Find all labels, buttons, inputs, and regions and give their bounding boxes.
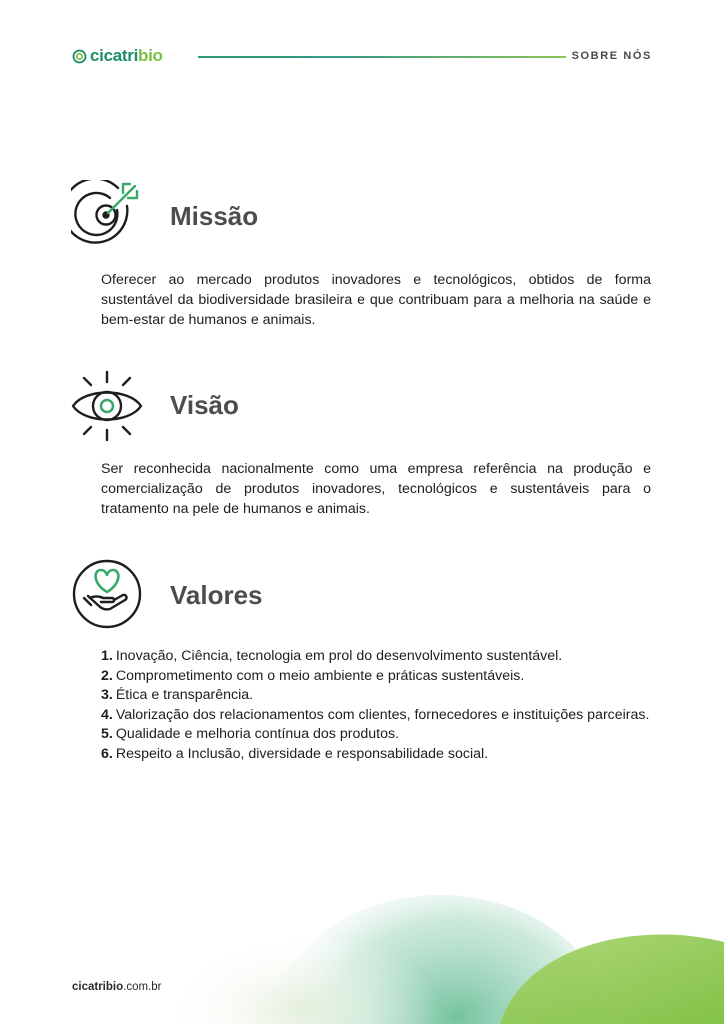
list-item: 4. Valorização dos relacionamentos com clientes, fornecedores e instituições parceiras. <box>101 706 650 723</box>
page-header <box>0 0 724 80</box>
mission-title: Missão <box>170 201 259 231</box>
decorative-gradient-shapes <box>0 860 724 1024</box>
logo-text-secondary: bio <box>138 46 163 65</box>
cicatribio-logo[interactable] <box>72 46 163 66</box>
values-title: Valores <box>170 580 263 610</box>
eye-icon <box>71 370 143 442</box>
values-list <box>101 647 650 765</box>
logo-text-primary: cicatri <box>90 46 138 65</box>
list-item: 6. Respeito a Inclusão, diversidade e responsabilidade social. <box>101 745 489 762</box>
list-item: 1. Inovação, Ciência, tecnologia em prol do desenvolvimento sustentável. <box>101 648 563 664</box>
logo-circle-icon <box>72 49 87 64</box>
vision-text: Ser reconhecida nacionalmente como uma empresa referência na produção e comercialização de produtos inovadores, tecnológicos e sustentáveis para o tratamento na pele de humanos e animais. <box>101 461 651 517</box>
list-item: 2. Comprometimento com o meio ambiente e práticas sustentáveis. <box>101 667 525 684</box>
section-label: SOBRE NÓS <box>571 50 652 62</box>
vision-title: Visão <box>170 390 239 420</box>
hand-heart-icon <box>71 558 143 630</box>
mission-text: Oferecer ao mercado produtos inovadores e tecnológicos, obtidos de forma sustentável da biodiversidade brasileira e que contribuam para a melhoria na saúde e bem-estar de humanos e animais. <box>101 272 651 328</box>
footer-website[interactable]: cicatribio.com.br <box>72 981 162 993</box>
list-item: 3. Ética e transparência. <box>101 687 254 704</box>
header-divider <box>198 56 566 58</box>
target-arrow-icon <box>71 180 143 252</box>
list-item: 5. Qualidade e melhoria contínua dos produtos. <box>101 726 399 743</box>
